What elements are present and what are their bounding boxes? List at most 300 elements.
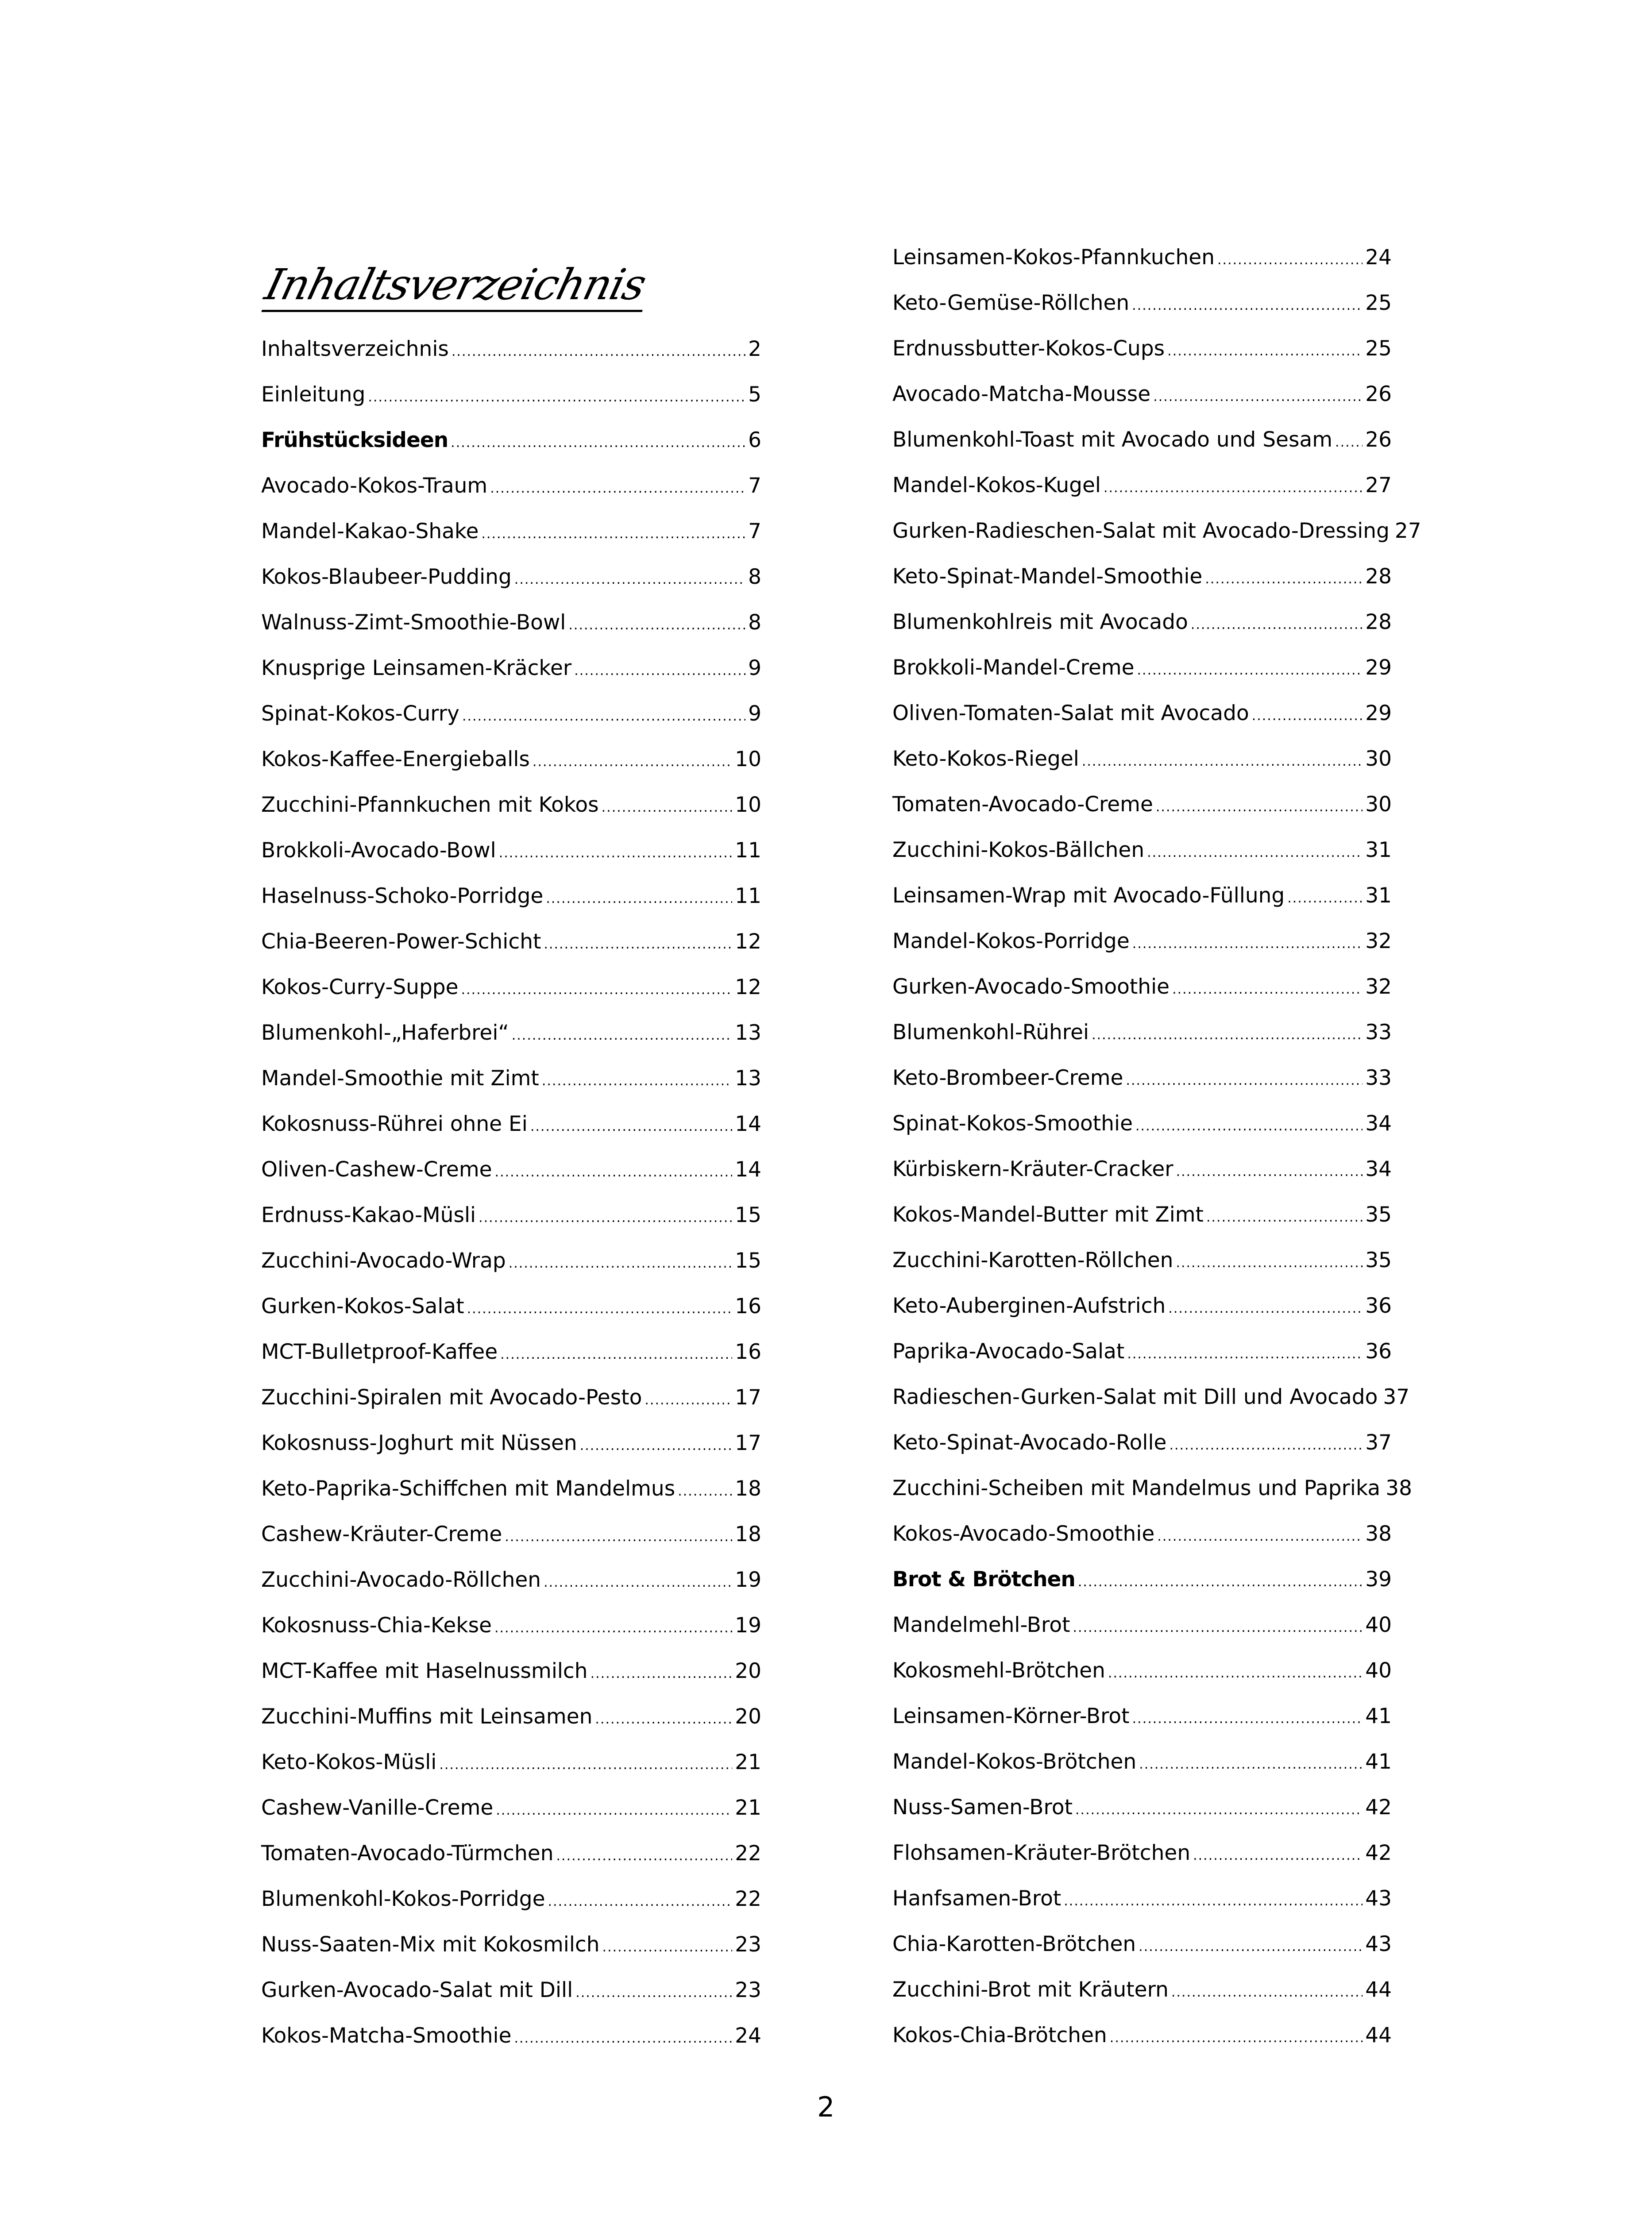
toc-entry-label: Walnuss-Zimt-Smoothie-Bowl (261, 610, 566, 635)
toc-entry-page: 8 (748, 610, 761, 635)
toc-entry-page: 13 (735, 1021, 761, 1045)
toc-entry-page: 25 (1365, 291, 1392, 315)
dot-leader (1205, 573, 1363, 586)
toc-entry-label: Nuss-Saaten-Mix mit Kokosmilch (261, 1932, 600, 1957)
toc-entry-page: 22 (735, 1887, 761, 1911)
toc-right-column (892, 245, 1421, 2070)
toc-entry-label: Gurken-Avocado-Salat mit Dill (261, 1978, 573, 2002)
toc-entry[interactable] (261, 1934, 761, 1980)
toc-entry[interactable] (261, 840, 761, 886)
toc-entry[interactable] (892, 429, 1392, 475)
toc-entry-label: Chia-Beeren-Power-Schicht (261, 929, 541, 954)
toc-entry-label: Blumenkohl-Kokos-Porridge (261, 1887, 545, 1911)
toc-entry[interactable] (892, 1068, 1392, 1113)
toc-entry[interactable] (892, 1385, 1410, 1432)
toc-entry-page: 28 (1365, 610, 1392, 634)
toc-entry-label: Brot & Brötchen (892, 1567, 1075, 1592)
dot-leader (1156, 801, 1363, 814)
toc-entry-page: 33 (1365, 1066, 1392, 1090)
toc-entry[interactable] (892, 794, 1392, 840)
toc-entry[interactable] (892, 1843, 1392, 1888)
toc-entry-page: 23 (735, 1978, 761, 2002)
toc-entry[interactable] (261, 1706, 761, 1752)
dot-leader (451, 436, 745, 450)
toc-entry-page: 36 (1365, 1294, 1392, 1318)
toc-entry-label: Kokosnuss-Chia-Kekse (261, 1613, 492, 1638)
dot-leader (1191, 618, 1363, 632)
toc-entry-page: 24 (735, 2024, 761, 2048)
toc-entry-label: Gurken-Avocado-Smoothie (892, 975, 1170, 999)
toc-entry-page: 16 (735, 1294, 761, 1319)
toc-entry-page: 40 (1365, 1658, 1392, 1683)
toc-entry-label: Zucchini-Pfannkuchen mit Kokos (261, 793, 599, 817)
toc-entry-label: Kokos-Blaubeer-Pudding (261, 565, 512, 589)
toc-entry[interactable] (261, 1068, 761, 1114)
toc-entry-page: 30 (1365, 792, 1392, 817)
toc-entry-label: Haselnuss-Schoko-Porridge (261, 884, 544, 908)
toc-entry-label: Blumenkohl-Rührei (892, 1020, 1089, 1045)
toc-entry-page: 10 (735, 793, 761, 817)
dot-leader (1137, 664, 1363, 677)
toc-entry-label: Zucchini-Scheiben mit Mandelmus und Paprika (892, 1476, 1381, 1500)
dot-leader (494, 1622, 732, 1635)
toc-entry[interactable] (892, 1706, 1392, 1751)
toc-entry-page: 39 (1365, 1567, 1392, 1592)
toc-entry-page: 32 (1365, 975, 1392, 999)
toc-entry[interactable] (261, 1433, 761, 1478)
dot-leader (462, 710, 745, 723)
toc-entry-label: Zucchini-Brot mit Kräutern (892, 1978, 1169, 2002)
dot-leader (1252, 709, 1363, 723)
toc-entry-page: 7 (748, 474, 761, 498)
toc-entry-label: Radieschen-Gurken-Salat mit Dill und Avocado (892, 1385, 1378, 1409)
toc-entry[interactable] (892, 612, 1392, 657)
toc-entry-page: 10 (735, 747, 761, 771)
dot-leader (645, 1394, 732, 1407)
toc-entry-page: 44 (1365, 2023, 1392, 2047)
dot-leader (1073, 1621, 1363, 1635)
toc-entry-page: 33 (1365, 1020, 1392, 1045)
dot-leader (542, 1075, 732, 1088)
toc-section-entry[interactable] (261, 430, 761, 475)
dot-leader (1064, 1895, 1363, 1908)
toc-entry-label: Inhaltsverzeichnis (261, 337, 449, 361)
dot-leader (574, 664, 745, 678)
toc-entry-page: 15 (735, 1249, 761, 1273)
toc-entry[interactable] (261, 749, 761, 794)
toc-entry[interactable] (261, 1250, 761, 1296)
dot-leader (1172, 983, 1363, 996)
toc-entry-page: 38 (1365, 1522, 1392, 1546)
toc-entry-label: Keto-Gemüse-Röllchen (892, 291, 1130, 315)
toc-entry-label: Zucchini-Karotten-Röllchen (892, 1248, 1173, 1272)
toc-entry-page: 9 (748, 656, 761, 680)
toc-entry[interactable] (892, 247, 1392, 293)
toc-entry-page: 12 (735, 929, 761, 954)
toc-entry-label: Zucchini-Kokos-Bällchen (892, 838, 1145, 862)
toc-entry-label: Keto-Spinat-Mandel-Smoothie (892, 564, 1203, 589)
toc-entry-page: 11 (735, 838, 761, 863)
toc-entry-page: 27 (1394, 519, 1421, 543)
toc-entry[interactable] (892, 2025, 1392, 2070)
toc-entry-label: Keto-Kokos-Riegel (892, 747, 1079, 771)
toc-entry[interactable] (892, 657, 1392, 703)
toc-entry[interactable] (892, 1523, 1392, 1569)
toc-entry-page: 7 (748, 519, 761, 544)
toc-entry[interactable] (261, 1661, 761, 1706)
toc-entry-page: 31 (1365, 838, 1392, 862)
toc-entry-page: 43 (1365, 1932, 1392, 1956)
dot-leader (1335, 436, 1363, 449)
toc-entry-label: Avocado-Matcha-Mousse (892, 382, 1151, 406)
toc-entry-label: Frühstücksideen (261, 428, 448, 452)
page-number: 2 (817, 2091, 835, 2123)
toc-entry-label: Einleitung (261, 382, 366, 407)
toc-entry-page: 20 (735, 1659, 761, 1683)
toc-entry[interactable] (261, 1387, 761, 1433)
dot-leader (1132, 1712, 1363, 1726)
toc-entry[interactable] (892, 1432, 1392, 1478)
dot-leader (678, 1485, 732, 1498)
dot-leader (1139, 1940, 1363, 1954)
dot-leader (1217, 254, 1363, 267)
toc-entry[interactable] (892, 1979, 1392, 2025)
toc-entry-page: 2 (748, 337, 761, 361)
dot-leader (514, 2032, 732, 2045)
toc-entry-page: 41 (1365, 1704, 1392, 1728)
toc-entry-page: 37 (1383, 1385, 1410, 1409)
toc-entry[interactable] (261, 886, 761, 931)
toc-entry-page: 35 (1365, 1203, 1392, 1227)
toc-entry[interactable] (261, 1478, 761, 1524)
dot-leader (481, 528, 745, 541)
toc-entry-label: Hanfsamen-Brot (892, 1886, 1061, 1911)
toc-entry[interactable] (261, 931, 761, 977)
dot-leader (575, 1986, 732, 2000)
dot-leader (1110, 2032, 1363, 2045)
dot-leader (1147, 846, 1363, 860)
dot-leader (439, 1758, 732, 1772)
toc-entry[interactable] (261, 1843, 761, 1889)
toc-entry[interactable] (892, 1113, 1392, 1159)
dot-leader (1168, 1302, 1363, 1315)
toc-entry[interactable] (261, 703, 761, 749)
dot-leader (1193, 1849, 1363, 1862)
dot-leader (1153, 390, 1363, 404)
toc-entry-page: 9 (748, 702, 761, 726)
toc-entry-label: Mandel-Kokos-Brötchen (892, 1750, 1137, 1774)
toc-entry-label: Kokos-Curry-Suppe (261, 975, 459, 999)
toc-entry-label: Cashew-Kräuter-Creme (261, 1522, 502, 1546)
toc-entry[interactable] (892, 1250, 1392, 1295)
toc-entry-label: Avocado-Kokos-Traum (261, 474, 488, 498)
toc-entry-page: 18 (735, 1477, 761, 1501)
toc-entry[interactable] (892, 293, 1392, 338)
dot-leader (479, 1211, 732, 1225)
toc-entry-page: 11 (735, 884, 761, 908)
toc-entry-label: Mandel-Kokos-Porridge (892, 929, 1130, 953)
toc-section-entry[interactable] (892, 1569, 1392, 1615)
toc-entry[interactable] (892, 338, 1392, 384)
toc-entry-label: Kürbiskern-Kräuter-Cracker (892, 1157, 1173, 1181)
toc-entry[interactable] (261, 1524, 761, 1569)
toc-entry[interactable] (892, 885, 1392, 931)
toc-entry-label: Kokos-Kaffee-Energieballs (261, 747, 530, 771)
toc-entry-label: Erdnuss-Kakao-Müsli (261, 1203, 476, 1227)
toc-entry-page: 6 (748, 428, 761, 452)
dot-leader (461, 983, 733, 997)
toc-entry[interactable] (892, 1476, 1412, 1523)
toc-entry[interactable] (892, 1797, 1392, 1843)
toc-entry[interactable] (892, 703, 1392, 748)
toc-entry-label: Spinat-Kokos-Curry (261, 702, 459, 726)
toc-entry[interactable] (261, 339, 761, 384)
toc-entry-page: 24 (1365, 245, 1392, 270)
toc-entry-label: Keto-Spinat-Avocado-Rolle (892, 1430, 1167, 1455)
dot-leader (544, 1576, 732, 1589)
dot-leader (467, 1303, 733, 1316)
toc-entry[interactable] (261, 1615, 761, 1661)
toc-entry-label: Kokos-Chia-Brötchen (892, 2023, 1107, 2047)
dot-leader (1082, 755, 1363, 768)
toc-entry-page: 42 (1365, 1841, 1392, 1865)
toc-entry[interactable] (261, 1114, 761, 1159)
dot-leader (490, 482, 745, 495)
toc-entry[interactable] (892, 1204, 1392, 1250)
dot-leader (496, 1804, 732, 1817)
dot-leader (1127, 1348, 1363, 1361)
toc-entry[interactable] (892, 931, 1392, 976)
toc-entry-page: 42 (1365, 1795, 1392, 1820)
toc-entry[interactable] (892, 1934, 1392, 1979)
toc-entry-page: 44 (1365, 1978, 1392, 2002)
toc-entry[interactable] (892, 1341, 1392, 1387)
toc-entry[interactable] (892, 840, 1392, 885)
toc-entry-label: Kokosmehl-Brötchen (892, 1658, 1105, 1683)
toc-entry[interactable] (892, 1615, 1392, 1660)
toc-entry-label: Mandelmehl-Brot (892, 1613, 1070, 1637)
toc-entry-page: 26 (1365, 382, 1392, 406)
dot-leader (505, 1531, 732, 1544)
toc-entry-page: 34 (1365, 1157, 1392, 1181)
toc-entry-page: 28 (1365, 564, 1392, 589)
toc-entry-page: 23 (735, 1932, 761, 1957)
dot-leader (1169, 1439, 1363, 1452)
dot-leader (1078, 1576, 1363, 1589)
toc-entry[interactable] (892, 519, 1421, 566)
toc-entry-page: 30 (1365, 747, 1392, 771)
toc-entry-page: 22 (735, 1841, 761, 1866)
dot-leader (1108, 1667, 1363, 1680)
toc-entry-page: 38 (1386, 1476, 1412, 1500)
dot-leader (1171, 1986, 1363, 1999)
dot-leader (533, 756, 732, 769)
dot-leader (546, 892, 732, 906)
toc-entry[interactable] (261, 1980, 761, 2025)
toc-entry-page: 5 (748, 382, 761, 407)
dot-leader (514, 573, 745, 586)
toc-entry[interactable] (892, 1022, 1392, 1068)
toc-entry[interactable] (261, 1205, 761, 1250)
toc-entry-page: 18 (735, 1522, 761, 1546)
toc-entry[interactable] (261, 1797, 761, 1843)
toc-entry-label: Zucchini-Spiralen mit Avocado-Pesto (261, 1385, 642, 1410)
toc-entry[interactable] (892, 976, 1392, 1022)
toc-entry[interactable] (261, 1296, 761, 1342)
toc-entry-page: 35 (1365, 1248, 1392, 1272)
dot-leader (1132, 299, 1363, 312)
toc-entry-label: Kokosnuss-Rührei ohne Ei (261, 1112, 528, 1136)
toc-entry-page: 41 (1365, 1750, 1392, 1774)
toc-entry-label: Keto-Brombeer-Creme (892, 1066, 1123, 1090)
dot-leader (1287, 892, 1363, 905)
toc-entry[interactable] (892, 1751, 1392, 1797)
dot-leader (1167, 345, 1363, 358)
toc-entry-label: Chia-Karotten-Brötchen (892, 1932, 1136, 1956)
toc-entry-label: MCT-Kaffee mit Haselnussmilch (261, 1659, 588, 1683)
toc-entry[interactable] (892, 475, 1392, 520)
toc-entry-page: 12 (735, 975, 761, 999)
toc-entry[interactable] (892, 748, 1392, 794)
toc-entry-label: Mandel-Kakao-Shake (261, 519, 479, 544)
toc-entry[interactable] (261, 1752, 761, 1797)
dot-leader (1104, 482, 1363, 495)
toc-entry-page: 31 (1365, 883, 1392, 908)
toc-entry-page: 8 (748, 565, 761, 589)
toc-entry-page: 17 (735, 1431, 761, 1455)
toc-entry-label: MCT-Bulletproof-Kaffee (261, 1340, 498, 1364)
dot-leader (1139, 1758, 1363, 1771)
dot-leader (580, 1439, 732, 1453)
toc-entry-label: Zucchini-Muffins mit Leinsamen (261, 1704, 593, 1729)
dot-leader (368, 391, 745, 404)
toc-entry-label: Cashew-Vanille-Creme (261, 1796, 494, 1820)
toc-entry-page: 14 (735, 1157, 761, 1182)
toc-entry-label: Kokos-Matcha-Smoothie (261, 2024, 512, 2048)
dot-leader (1126, 1074, 1363, 1087)
toc-entry-label: Oliven-Cashew-Creme (261, 1157, 492, 1182)
toc-entry-page: 19 (735, 1613, 761, 1638)
toc-entry-label: Gurken-Kokos-Salat (261, 1294, 464, 1319)
toc-entry-label: Blumenkohl-„Haferbrei“ (261, 1021, 509, 1045)
toc-entry-label: Leinsamen-Kokos-Pfannkuchen (892, 245, 1215, 270)
dot-leader (512, 1029, 732, 1042)
toc-entry[interactable] (261, 977, 761, 1022)
toc-entry[interactable] (261, 475, 761, 521)
toc-entry[interactable] (892, 1888, 1392, 1934)
toc-entry-label: Leinsamen-Wrap mit Avocado-Füllung (892, 883, 1285, 908)
dot-leader (1157, 1530, 1363, 1543)
toc-entry-page: 13 (735, 1066, 761, 1091)
dot-leader (1132, 937, 1363, 951)
toc-entry-label: Keto-Kokos-Müsli (261, 1750, 437, 1774)
toc-entry[interactable] (261, 612, 761, 658)
toc-entry-page: 29 (1365, 655, 1392, 680)
dot-leader (499, 847, 732, 860)
toc-entry-page: 26 (1365, 428, 1392, 452)
toc-entry-label: Nuss-Samen-Brot (892, 1795, 1073, 1820)
toc-entry[interactable] (261, 1889, 761, 1934)
toc-entry-page: 25 (1365, 336, 1392, 361)
dot-leader (509, 1257, 732, 1270)
toc-entry-label: Leinsamen-Körner-Brot (892, 1704, 1130, 1728)
dot-leader (1176, 1257, 1363, 1270)
toc-entry[interactable] (261, 2025, 761, 2071)
dot-leader (495, 1166, 733, 1179)
dot-leader (1075, 1804, 1363, 1817)
toc-entry-label: Paprika-Avocado-Salat (892, 1339, 1125, 1364)
page-title: Inhaltsverzeichnis (260, 260, 651, 309)
toc-entry-label: Mandel-Smoothie mit Zimt (261, 1066, 539, 1091)
toc-entry-page: 17 (735, 1385, 761, 1410)
toc-entry[interactable] (261, 521, 761, 567)
toc-entry[interactable] (892, 1159, 1392, 1204)
dot-leader (1092, 1029, 1363, 1042)
toc-entry[interactable] (892, 1660, 1392, 1706)
toc-left-column (261, 339, 761, 2071)
toc-entry-label: Tomaten-Avocado-Türmchen (261, 1841, 554, 1866)
toc-entry-label: Kokosnuss-Joghurt mit Nüssen (261, 1431, 577, 1455)
toc-entry-page: 14 (735, 1112, 761, 1136)
toc-entry[interactable] (261, 658, 761, 703)
toc-entry[interactable] (261, 1342, 761, 1387)
dot-leader (530, 1120, 732, 1133)
toc-entry-page: 36 (1365, 1339, 1392, 1364)
toc-entry-label: Brokkoli-Avocado-Bowl (261, 838, 496, 863)
dot-leader (500, 1348, 732, 1361)
toc-entry-label: Tomaten-Avocado-Creme (892, 792, 1153, 817)
toc-entry-label: Kokos-Avocado-Smoothie (892, 1522, 1155, 1546)
toc-entry[interactable] (261, 384, 761, 430)
toc-entry-page: 21 (735, 1750, 761, 1774)
toc-entry[interactable] (261, 794, 761, 840)
dot-leader (602, 801, 733, 814)
toc-entry-page: 19 (735, 1568, 761, 1592)
dot-leader (602, 1941, 733, 1954)
toc-entry[interactable] (892, 1295, 1392, 1341)
toc-entry-label: Oliven-Tomaten-Salat mit Avocado (892, 701, 1249, 725)
toc-entry-label: Kokos-Mandel-Butter mit Zimt (892, 1203, 1204, 1227)
dot-leader (452, 345, 745, 359)
dot-leader (548, 1895, 733, 1908)
toc-entry-page: 20 (735, 1704, 761, 1729)
dot-leader (568, 619, 745, 632)
toc-entry[interactable] (261, 1022, 761, 1068)
toc-entry-page: 37 (1365, 1430, 1392, 1455)
toc-entry[interactable] (892, 566, 1392, 612)
toc-entry-label: Keto-Paprika-Schiffchen mit Mandelmus (261, 1477, 675, 1501)
dot-leader (556, 1850, 733, 1863)
dot-leader (1135, 1120, 1363, 1133)
toc-entry-label: Gurken-Radieschen-Salat mit Avocado-Dressing (892, 519, 1390, 543)
toc-entry[interactable] (261, 1159, 761, 1205)
dot-leader (1206, 1211, 1363, 1224)
toc-entry-label: Blumenkohlreis mit Avocado (892, 610, 1188, 634)
toc-entry-label: Erdnussbutter-Kokos-Cups (892, 336, 1165, 361)
toc-entry-label: Keto-Auberginen-Aufstrich (892, 1294, 1166, 1318)
toc-entry[interactable] (892, 384, 1392, 429)
toc-entry-label: Spinat-Kokos-Smoothie (892, 1111, 1133, 1136)
toc-entry-label: Zucchini-Avocado-Wrap (261, 1249, 506, 1273)
toc-entry-page: 29 (1365, 701, 1392, 725)
toc-entry-page: 15 (735, 1203, 761, 1227)
toc-entry-label: Flohsamen-Kräuter-Brötchen (892, 1841, 1191, 1865)
toc-entry-label: Blumenkohl-Toast mit Avocado und Sesam (892, 428, 1333, 452)
toc-entry[interactable] (261, 1569, 761, 1615)
dot-leader (544, 938, 732, 951)
toc-entry[interactable] (261, 567, 761, 612)
dot-leader (591, 1667, 733, 1681)
